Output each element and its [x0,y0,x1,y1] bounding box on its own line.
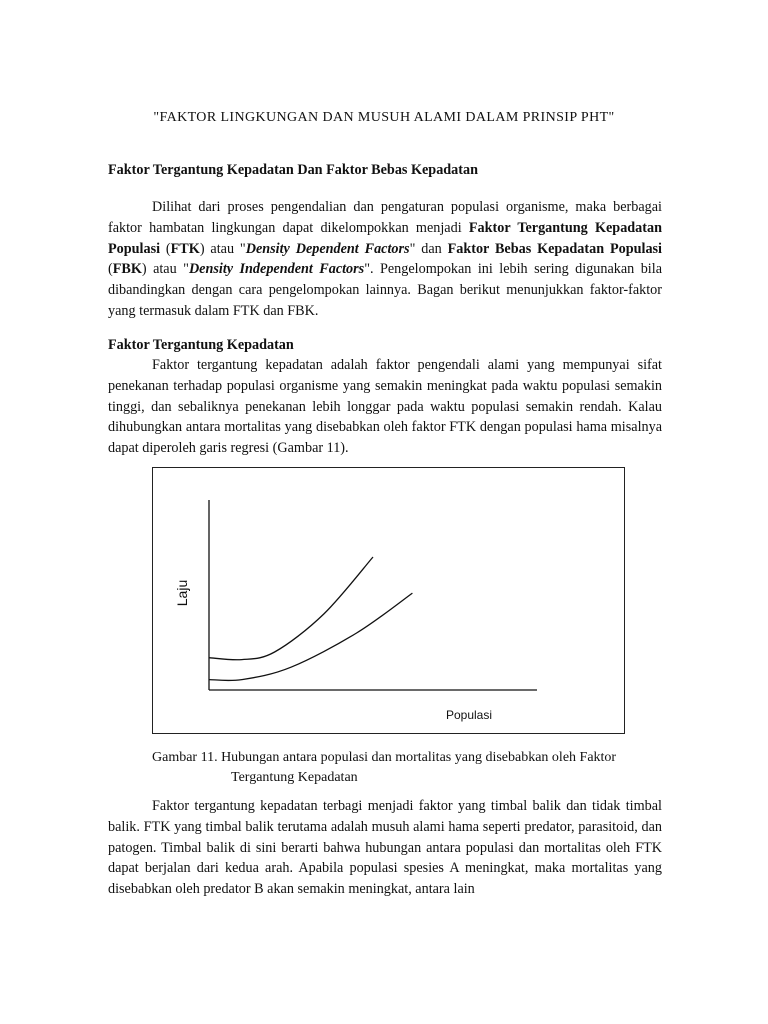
x-axis-label: Populasi [445,708,493,722]
text-run: ) atau " [141,261,189,278]
text-run: " dan [409,240,448,257]
paragraph-timbal-balik [108,796,662,900]
term-density-dependent: Density Dependent Factors [245,240,410,257]
figure-frame [152,467,625,734]
figure-caption [152,748,672,788]
series-line-1 [209,557,373,660]
caption-line-1: Gambar 11. Hubungan antara populasi dan mortalitas yang disebabkan oleh Faktor [152,750,617,765]
intro-paragraph [108,197,662,322]
series-line-2 [209,593,412,680]
term-ftk: Faktor Tergantung Kepadatan Populasi [108,219,662,257]
text-run: Dilihat dari proses pengendalian dan pengaturan populasi organisme, maka berbagai faktor hambatan lingkungan dapat dikelompokkan menjadi [108,199,662,236]
section-heading-ftk-fbk: Faktor Tergantung Kepadatan Dan Faktor Bebas Kepadatan [108,162,478,178]
text-run: ) atau " [199,240,246,257]
abbr-ftk: FTK [170,240,200,257]
y-axis-label: Laju [174,579,190,607]
regression-chart [153,468,624,733]
text-run: ( [108,261,113,278]
abbr-fbk: FBK [112,261,142,278]
text-run: Faktor tergantung kepadatan adalah faktor pengendali alami yang mempunyai sifat penekanan terhadap populasi organisme yang semakin meningkat pada waktu populasi semakin tinggi, dan sebaliknya penekanan lebih longgar pada waktu populasi semakin rendah. Kalau dihubungkan antara mortalitas yang disebabkan oleh faktor FTK dengan populasi hama misalnya dapat diperoleh garis regresi (Gambar 11). [108,357,662,457]
text-run: Faktor tergantung kepadatan terbagi menjadi faktor yang timbal balik dan tidak timbal balik. FTK yang timbal balik terutama adalah musuh alami hama seperti predator, parasitoid, dan patogen. Timbal balik di sini berarti bahwa hubungan antara populasi dan mortalitas oleh FTK dapat berjalan dari kedua arah. Apabila populasi spesies A meningkat, maka mortalitas yang disebabkan oleh predator B akan semakin meningkat, antara lain [108,798,662,898]
section-heading-ftk: Faktor Tergantung Kepadatan [108,337,294,353]
caption-line-2: Tergantung Kepadatan [231,770,358,785]
term-fbk: Faktor Bebas Kepadatan Populasi [447,240,662,257]
text-run: ". Pengelompokan ini lebih sering digunakan bila dibandingkan dengan cara pengelompokan lainnya. Bagan berikut menunjukkan faktor-faktor yang termasuk dalam FTK dan FBK. [108,261,662,319]
term-density-independent: Density Independent Factors [188,261,365,278]
document-title: "FAKTOR LINGKUNGAN DAN MUSUH ALAMI DALAM PRINSIP PHT" [153,110,615,125]
series-group [209,557,412,680]
text-run: ( [160,240,171,257]
ftk-paragraph [108,355,662,459]
